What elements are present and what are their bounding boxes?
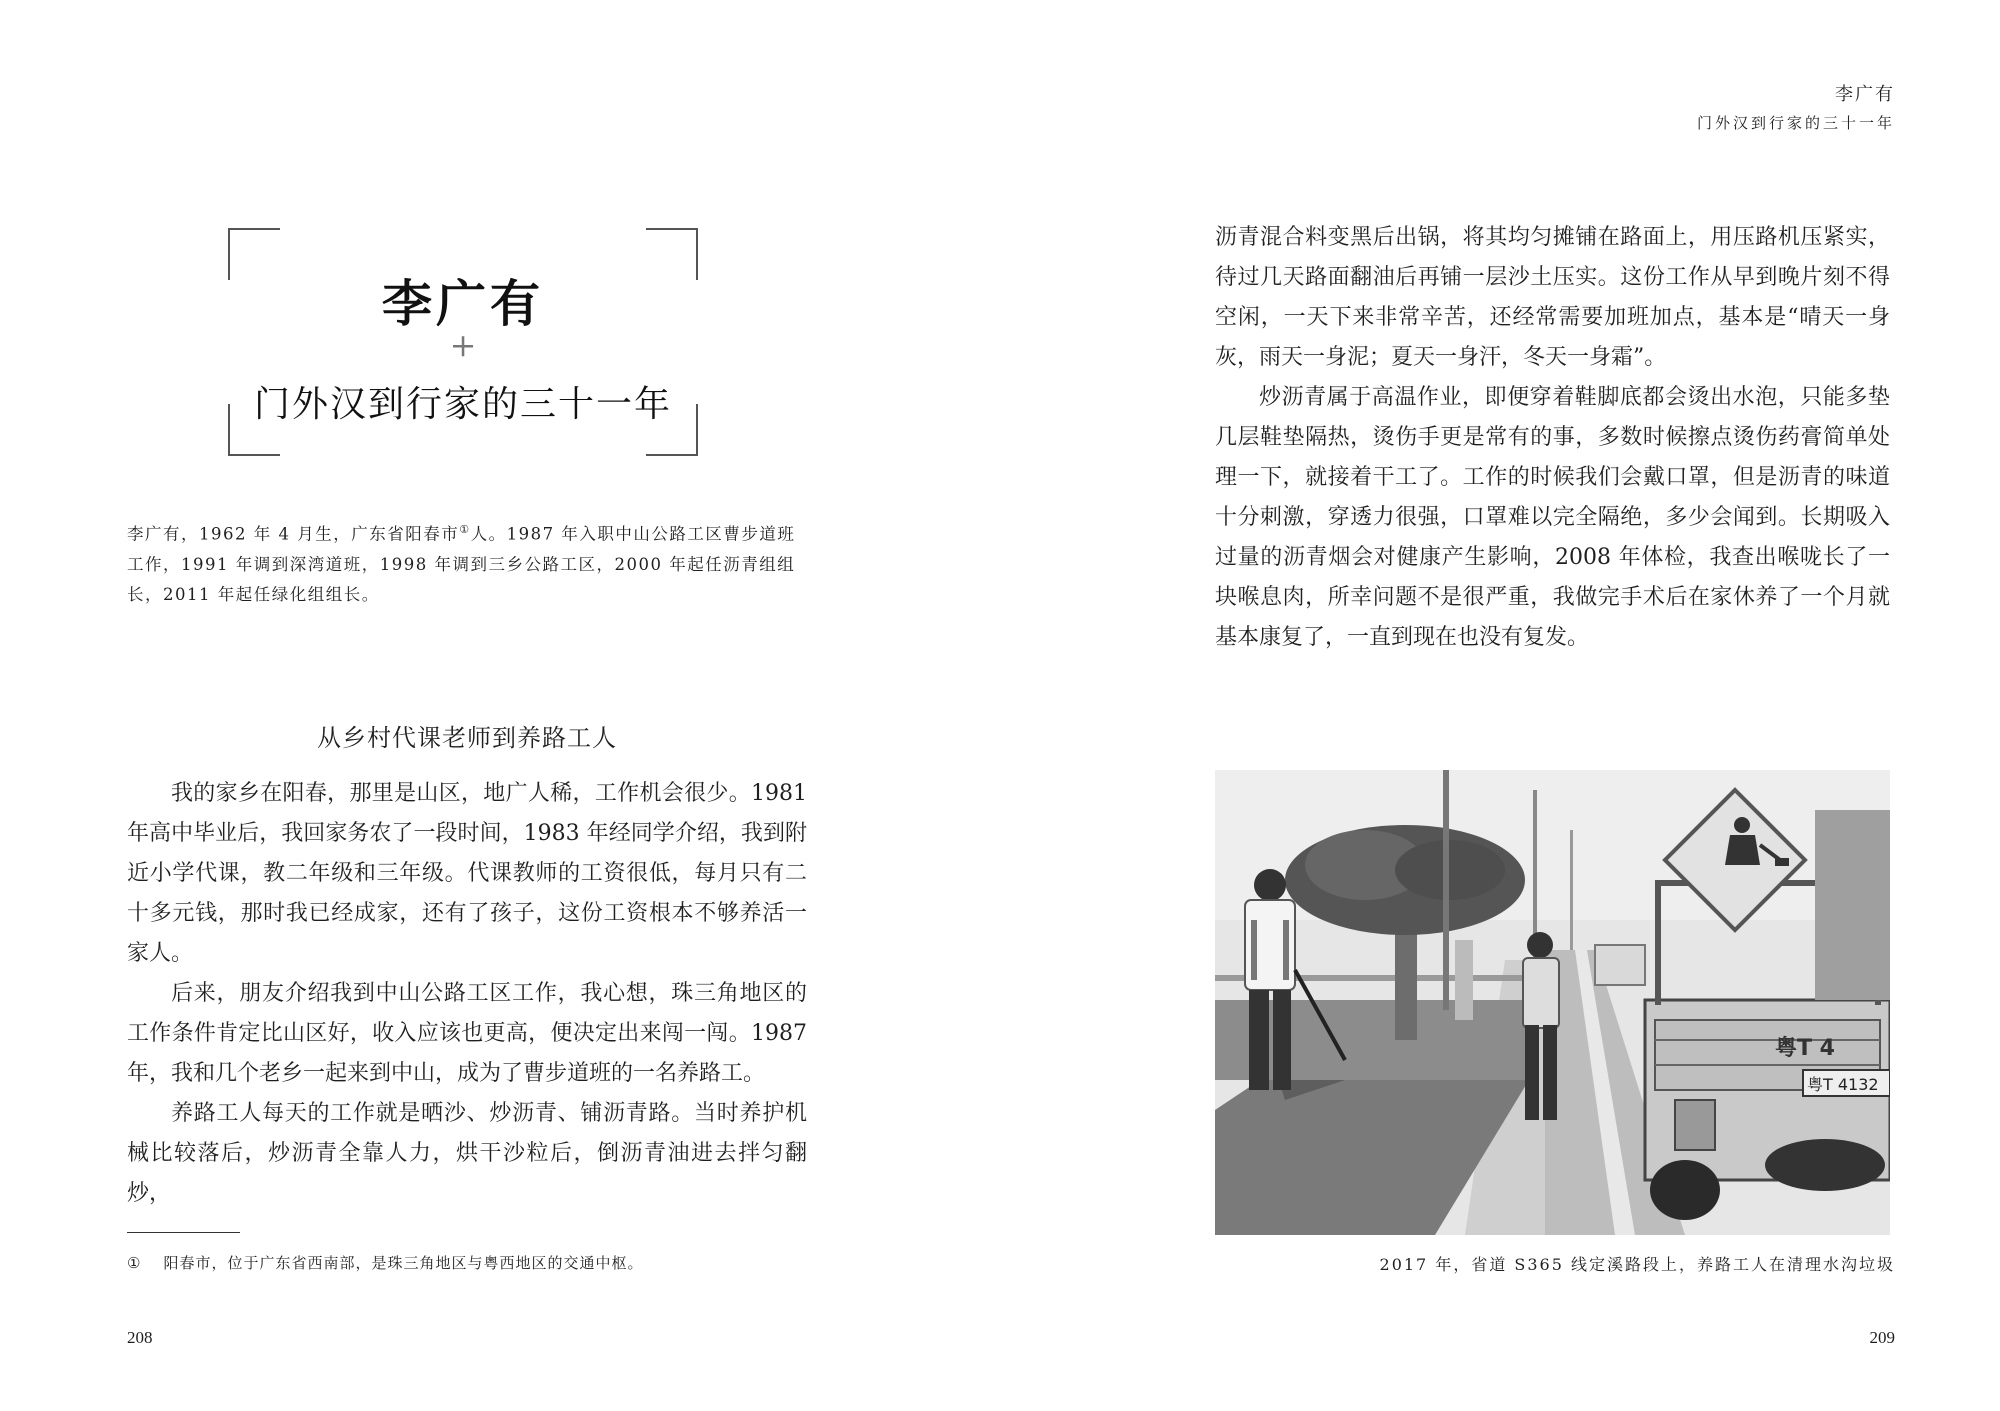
chapter-subtitle: 门外汉到行家的三十一年	[253, 384, 672, 425]
photo-illustration	[1215, 770, 1890, 1235]
footnote-rule	[127, 1232, 240, 1233]
left-body-text	[127, 774, 807, 1214]
author-bio	[127, 515, 807, 610]
page-number-left: 208	[127, 1328, 153, 1347]
footnote	[127, 1252, 827, 1273]
bio-text-start: 李广有，1962 年 4 月生，广东省阳春市	[127, 524, 460, 544]
paragraph: 沥青混合料变黑后出锅，将其均匀摊铺在路面上，用压路机压紧实，待过几天路面翻油后再铺一层沙土压实。这份工作从早到晚片刻不得空闲，一天下来非常辛苦，还经常需要加班加点，基本是“晴天一身灰，雨天一身泥；夏天一身汗，冬天一身霜”。	[1215, 225, 1890, 370]
paragraph: 我的家乡在阳春，那里是山区，地广人稀，工作机会很少。1981 年高中毕业后，我回家务农了一段时间，1983 年经同学介绍，我到附近小学代课，教二年级和三年级。代课教师的工资很低，每月只有二十多元钱，那时我已经成家，还有了孩子，这份工资根本不够养活一家人。	[127, 781, 807, 966]
paragraph: 炒沥青属于高温作业，即便穿着鞋脚底都会烫出水泡，只能多垫几层鞋垫隔热，烫伤手更是常有的事，多数时候擦点烫伤药膏简单处理一下，就接着干工了。工作的时候我们会戴口罩，但是沥青的味道十分刺激，穿透力很强，口罩难以完全隔绝，多少会闻到。长期吸入过量的沥青烟会对健康产生影响，2008 年体检，我查出喉咙长了一块喉息肉，所幸问题不是很严重，我做完手术后在家休养了一个月就基本康复了，一直到现在也没有复发。	[1215, 385, 1890, 650]
photo-caption: 2017 年，省道 S365 线定溪路段上，养路工人在清理水沟垃圾	[1379, 1255, 1895, 1274]
footnote-text: 阳春市，位于广东省西南部，是珠三角地区与粤西地区的交通中枢。	[163, 1254, 644, 1272]
footnote-reference: ①	[459, 523, 471, 536]
section-heading: 从乡村代课老师到养路工人	[317, 724, 617, 752]
right-page	[1000, 0, 2000, 1411]
truck-plate: 粤T 4132	[1807, 1075, 1879, 1094]
title-block	[228, 228, 698, 456]
title-separator: +	[449, 326, 477, 364]
running-header	[1697, 80, 1895, 133]
footnote-mark: ①	[127, 1254, 142, 1272]
paragraph: 后来，朋友介绍我到中山公路工区工作，我心想，珠三角地区的工作条件肯定比山区好，收入应该也更高，便决定出来闯一闯。1987 年，我和几个老乡一起来到中山，成为了曹步道班的一名养路工。	[127, 981, 807, 1086]
truck-side-text: 粤T 4	[1775, 1036, 1835, 1061]
running-header-name: 李广有	[1835, 84, 1895, 105]
chapter-title: 李广有	[382, 274, 544, 333]
right-body-text	[1215, 218, 1890, 658]
running-header-subtitle: 门外汉到行家的三十一年	[1696, 114, 1895, 132]
bio-text-end: 人。1987 年入职中山公路工区曹步道班工作，1991 年调到深湾道班，1998 年调到三乡公路工区，2000 年起任沥青组组长，2011 年起任绿化组组长。	[127, 524, 796, 604]
paragraph: 养路工人每天的工作就是晒沙、炒沥青、铺沥青路。当时养护机械比较落后，炒沥青全靠人力，烘干沙粒后，倒沥青油进去拌匀翻炒，	[127, 1101, 807, 1206]
road-workers-photo	[1215, 770, 1890, 1235]
page-number-right: 209	[1869, 1328, 1895, 1347]
